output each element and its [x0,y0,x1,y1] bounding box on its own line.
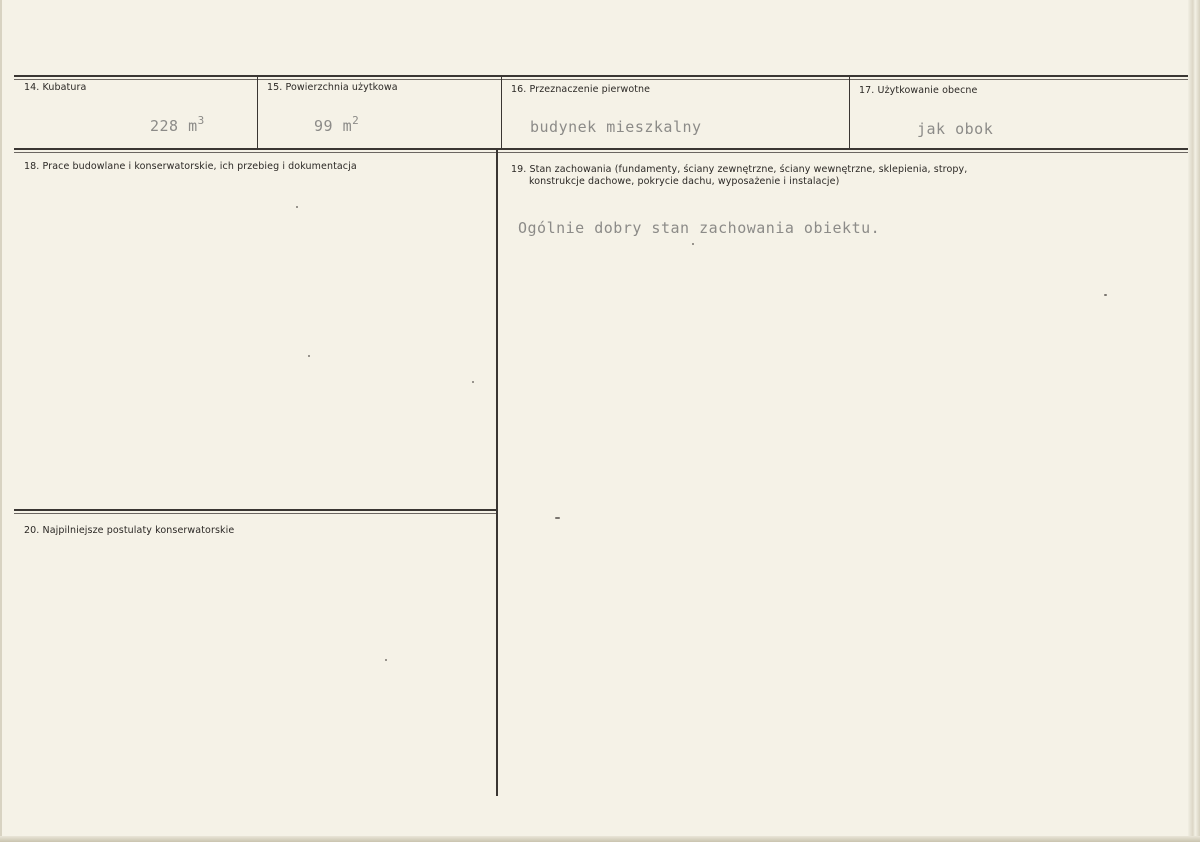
paper-speck [555,517,560,519]
field-14-label: 14. Kubatura [24,82,87,93]
field-14-exponent: 3 [197,114,205,127]
paper-speck [385,659,387,661]
field-16-value: budynek mieszkalny [530,118,702,136]
field-15-number: 99 m [314,117,353,135]
paper-speck [692,243,694,245]
field-16-label: 16. Przeznaczenie pierwotne [511,84,651,95]
main-divider [496,150,498,796]
row-rule [14,148,1190,150]
left-section-rule-thin [14,513,496,514]
field-19-label-line1: 19. Stan zachowania (fundamenty, ściany zewnętrzne, ściany wewnętrzne, sklepienia, stropy, [511,164,968,175]
paper-speck [308,355,310,357]
field-20-label: 20. Najpilniejsze postulaty konserwatorskie [24,525,235,536]
field-17-label: 17. Użytkowanie obecne [859,85,978,96]
divider-15-16 [501,77,502,148]
paper-speck [472,381,474,383]
field-15-label: 15. Powierzchnia użytkowa [267,82,398,93]
card-edge-bottom [0,836,1200,842]
card-edge-right [1188,0,1200,842]
field-14-value [150,114,205,135]
left-section-rule [14,509,496,511]
divider-14-15 [257,77,258,148]
field-17-value: jak obok [917,120,994,138]
top-rule [14,75,1190,77]
field-19-value: Ogólnie dobry stan zachowania obiektu. [518,219,881,237]
field-19-label-line2: konstrukcje dachowe, pokrycie dachu, wyposażenie i instalacje) [529,176,840,187]
top-rule-thin [14,79,1190,80]
field-14-number: 228 m [150,117,198,135]
field-15-exponent: 2 [352,114,360,127]
field-18-label: 18. Prace budowlane i konserwatorskie, ich przebieg i dokumentacja [24,161,357,172]
paper-speck [1104,294,1107,296]
row-rule-thin [14,152,1190,153]
field-15-value [314,114,360,135]
divider-16-17 [849,77,850,148]
paper-speck [296,206,298,208]
